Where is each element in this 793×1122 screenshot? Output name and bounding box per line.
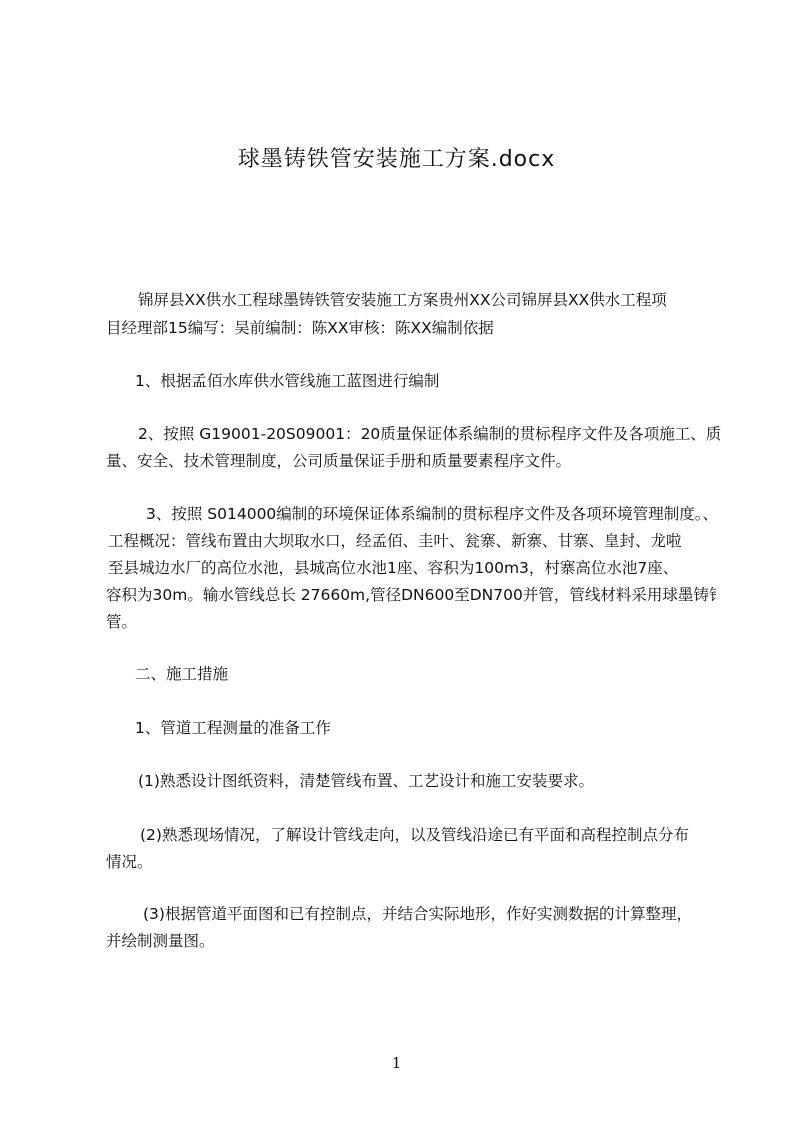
- paragraph-line: 1、根据孟佰水库供水管线施工蓝图进行编制: [135, 372, 440, 390]
- subsection-heading: 1、管道工程测量的准备工作: [135, 719, 331, 737]
- paragraph-line: (3)根据管道平面图和已有控制点，并结合实际地形，作好实测数据的计算整理，: [143, 905, 692, 923]
- paragraph-line: 2、按照 G19001-20S09001：20质量保证体系编制的贯标程序文件及各项施工、质: [138, 425, 722, 443]
- paragraph-line: 锦屏县XX供水工程球墨铸铁管安装施工方案贵州XX公司锦屏县XX供水工程项: [138, 291, 667, 309]
- paragraph-line: 容积为30m。输水管线总长 27660m,管径DN600至DN700并管，管线材料采用球墨铸钅: [106, 586, 725, 604]
- page-number: 1: [391, 1054, 402, 1072]
- paragraph-line: 工程概况：管线布置由大坝取水口，经孟佰、圭叶、瓮寨、新寨、甘寨、皇封、龙啦: [108, 532, 682, 550]
- paragraph-line: 量、安全、技术管理制度，公司质量保证手册和质量要素程序文件。: [106, 452, 572, 470]
- document-title: 球墨铸铁管安装施工方案.docx: [237, 147, 556, 172]
- paragraph-line: 至县城边水厂的高位水池，县城高位水池1座、容积为100m3，村寨高位水池7座、: [108, 559, 679, 577]
- paragraph-line: (2)熟悉现场情况，了解设计管线走向，以及管线沿途已有平面和高程控制点分布: [140, 826, 689, 844]
- paragraph-line: 管。: [106, 613, 138, 631]
- paragraph-line: 并绘制测量图。: [106, 932, 215, 950]
- paragraph-line: 目经理部15编写：吴前编制：陈XX审核：陈XX编制依据: [106, 319, 494, 337]
- paragraph-line: (1)熟悉设计图纸资料，清楚管线布置、工艺设计和施工安装要求。: [138, 772, 594, 790]
- section-heading: 二、施工措施: [135, 665, 229, 683]
- paragraph-line: 3、按照 S014000编制的环境保证体系编制的贯标程序文件及各项环境管理制度。、: [146, 505, 719, 523]
- paragraph-line: 情况。: [106, 853, 153, 871]
